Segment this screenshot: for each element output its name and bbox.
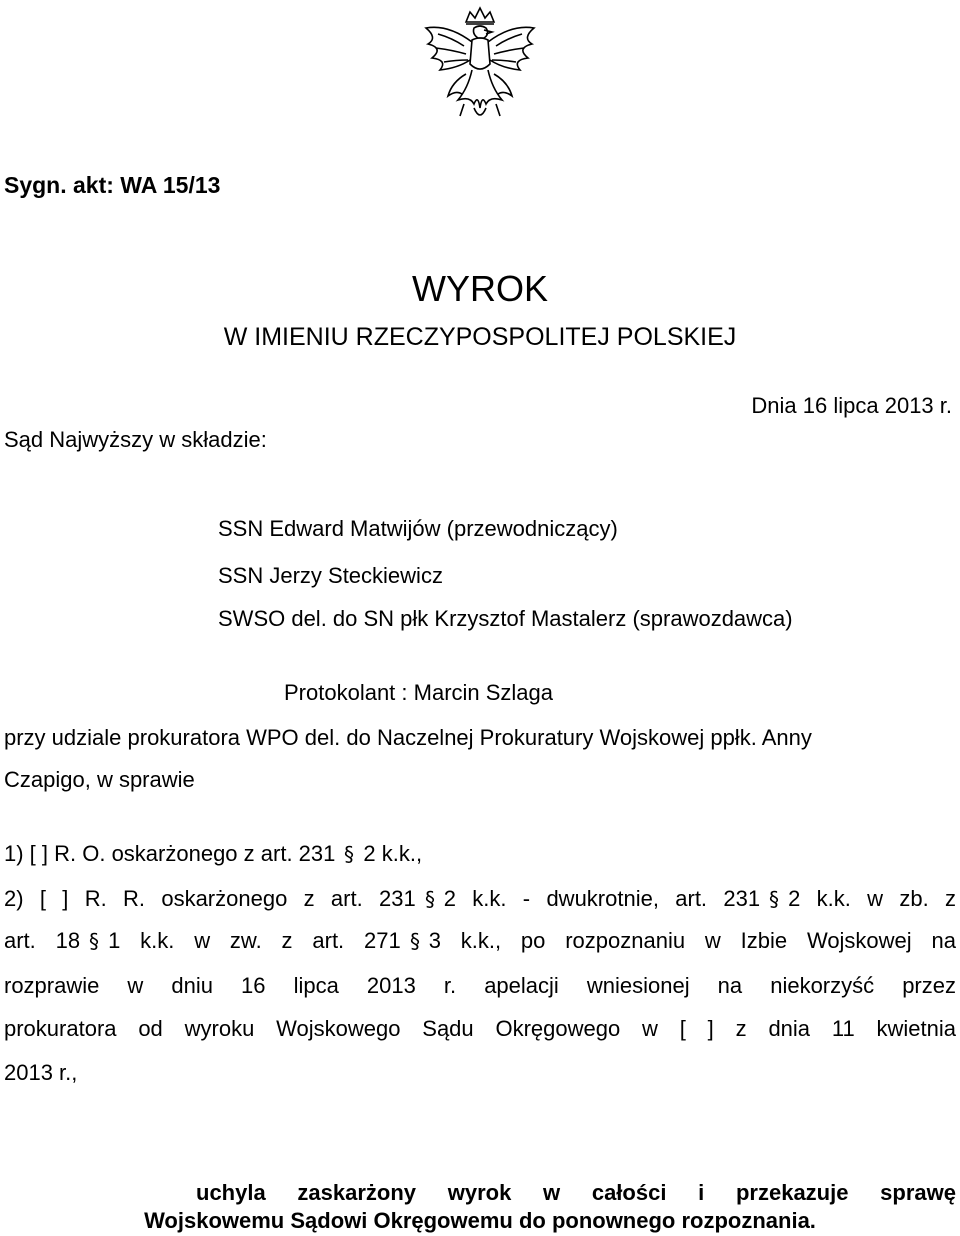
document-subtitle: W IMIENIU RZECZYPOSPOLITEJ POLSKIEJ: [223, 323, 737, 351]
svg-text:§: §: [344, 843, 355, 865]
charges-text: 1 k.k. w zw. z art. 271: [108, 928, 401, 953]
svg-text:§: §: [769, 888, 780, 910]
eagle-emblem-icon: [418, 4, 542, 130]
charges-text: art. 18: [4, 928, 81, 953]
charges-text: 3 k.k., po rozpoznaniu w Izbie Wojskowej na: [428, 928, 956, 953]
body-line: 2013 r.,: [4, 1060, 78, 1085]
panel-member: SWSO del. do SN płk Krzysztof Mastalerz (sprawozdawca): [218, 606, 793, 631]
ruling-line: uchyla zaskarżony wyrok w całości i przekazuje sprawę: [196, 1180, 956, 1205]
defendant-2-text: 2 k.k. - dwukrotnie, art. 231: [443, 886, 761, 911]
section-sign-icon: [425, 888, 437, 910]
defendant-2-text: 2 k.k. w zb. z: [788, 886, 956, 911]
section-sign-icon: [769, 888, 781, 910]
body-line: [4, 886, 956, 912]
panel-member: SSN Jerzy Steckiewicz: [218, 563, 443, 588]
body-line: prokuratora od wyroku Wojskowego Sądu Okręgowego w [ ] z dnia 11 kwietnia: [4, 1016, 956, 1041]
panel-member: SSN Edward Matwijów (przewodniczący): [218, 516, 618, 541]
defendant-2-text: 2) [ ] R. R. oskarżonego z art. 231: [4, 886, 416, 911]
defendant-1-text: 1) [ ] R. O. oskarżonego z art. 231: [4, 841, 336, 866]
ruling-line: Wojskowemu Sądowi Okręgowemu do ponownego rozpoznania.: [144, 1208, 816, 1233]
document-title: WYROK: [411, 268, 548, 309]
body-line: przy udziale prokuratora WPO del. do Naczelnej Prokuratury Wojskowej ppłk. Anny: [4, 725, 812, 750]
svg-text:§: §: [409, 930, 420, 952]
section-sign-icon: [89, 930, 101, 952]
section-sign-icon: [344, 843, 356, 865]
court-composition-label: Sąd Najwyższy w składzie:: [4, 427, 267, 452]
judgment-date: Dnia 16 lipca 2013 r.: [751, 393, 952, 418]
body-line: [4, 928, 956, 954]
body-line: Czapigo, w sprawie: [4, 767, 195, 792]
svg-text:§: §: [89, 930, 100, 952]
body-line: rozprawie w dniu 16 lipca 2013 r. apelacji wniesionej na niekorzyść przez: [4, 973, 956, 998]
body-line: [4, 841, 422, 867]
case-number: Sygn. akt: WA 15/13: [4, 172, 221, 198]
defendant-1-text: 2 k.k.,: [363, 841, 423, 866]
section-sign-icon: [410, 930, 422, 952]
svg-text:§: §: [424, 888, 435, 910]
clerk-line: Protokolant : Marcin Szlaga: [284, 680, 554, 705]
